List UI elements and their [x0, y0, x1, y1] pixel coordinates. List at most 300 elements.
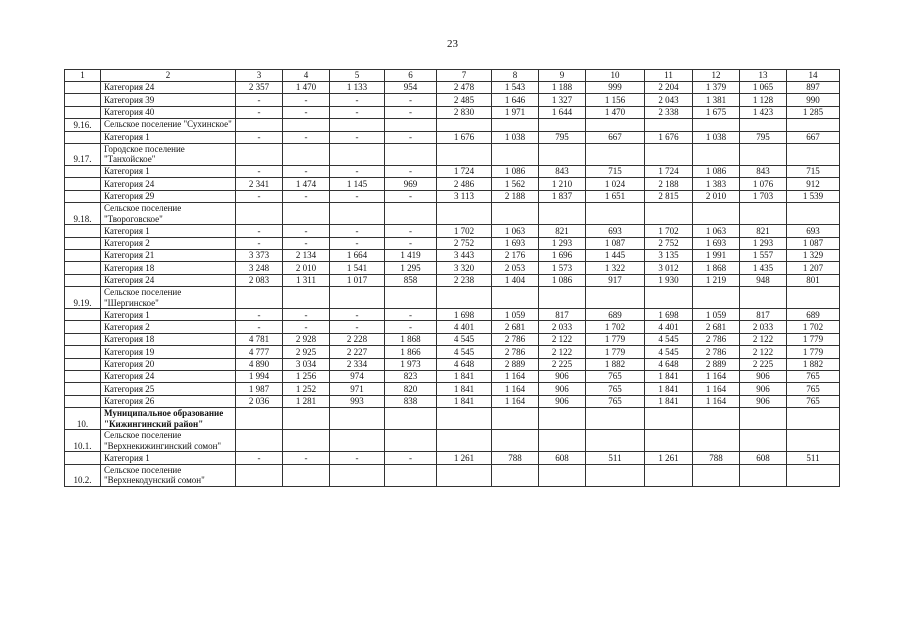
tariff-value-cell: 993	[330, 395, 385, 407]
section-row	[65, 287, 840, 309]
tariff-value-cell: 1 219	[693, 274, 740, 286]
tariff-value-cell	[283, 430, 330, 452]
tariff-value-cell	[693, 430, 740, 452]
tariff-value-cell: 4 648	[645, 358, 693, 370]
category-name-cell: Категория 24	[101, 82, 236, 94]
tariff-value-cell: -	[330, 225, 385, 237]
settlement-name-cell: Сельское поселение "Сухинское"	[101, 119, 236, 131]
tariff-value-cell	[539, 408, 586, 430]
tariff-value-cell: 1 086	[693, 165, 740, 177]
tariff-value-cell: 2 134	[283, 249, 330, 261]
category-name-cell: Категория 18	[101, 333, 236, 345]
tariff-value-cell: 817	[740, 309, 787, 321]
page-number: 23	[447, 38, 458, 50]
row-number-cell	[65, 237, 101, 249]
tariff-value-cell: 1 841	[437, 371, 492, 383]
tariff-value-cell: 2 357	[236, 82, 283, 94]
tariff-value-cell: 1 261	[645, 452, 693, 464]
tariff-value-cell: 1 128	[740, 94, 787, 106]
tariff-value-cell: 1 702	[586, 321, 645, 333]
tariff-value-cell: 1 038	[492, 131, 539, 143]
tariff-value-cell: -	[236, 321, 283, 333]
tariff-value-cell	[693, 287, 740, 309]
tariff-value-cell	[330, 464, 385, 486]
table-row	[65, 395, 840, 407]
column-number-cell: 5	[330, 70, 385, 82]
tariff-value-cell: 511	[787, 452, 840, 464]
tariff-value-cell	[586, 430, 645, 452]
tariff-value-cell: 1 419	[385, 249, 437, 261]
tariff-value-cell: 817	[539, 309, 586, 321]
tariff-value-cell: -	[385, 237, 437, 249]
tariff-value-cell	[586, 119, 645, 131]
tariff-value-cell: 906	[740, 395, 787, 407]
tariff-value-cell: 4 781	[236, 333, 283, 345]
tariff-value-cell: 2 681	[693, 321, 740, 333]
tariff-value-cell	[330, 143, 385, 165]
tariff-value-cell: 897	[787, 82, 840, 94]
tariff-value-cell: 1 164	[492, 383, 539, 395]
tariff-value-cell	[787, 287, 840, 309]
tariff-value-cell: 1 724	[645, 165, 693, 177]
tariff-value-cell: 1 644	[539, 106, 586, 118]
tariff-value-cell: 954	[385, 82, 437, 94]
tariff-value-cell: -	[283, 131, 330, 143]
tariff-value-cell: -	[283, 94, 330, 106]
tariff-value-cell	[787, 143, 840, 165]
tariff-value-cell: 1 164	[693, 395, 740, 407]
row-number-cell	[65, 395, 101, 407]
tariff-value-cell	[693, 408, 740, 430]
tariff-value-cell	[283, 203, 330, 225]
tariff-value-cell: 1 474	[283, 178, 330, 190]
tariff-value-cell: 2 083	[236, 274, 283, 286]
category-name-cell: Категория 24	[101, 178, 236, 190]
row-number-cell	[65, 321, 101, 333]
column-number-cell: 3	[236, 70, 283, 82]
tariff-value-cell	[693, 203, 740, 225]
tariff-value-cell: 2 830	[437, 106, 492, 118]
table-row	[65, 452, 840, 464]
tariff-value-cell: 3 373	[236, 249, 283, 261]
tariff-value-cell: 1 207	[787, 262, 840, 274]
column-number-cell: 8	[492, 70, 539, 82]
tariff-value-cell: 2 225	[740, 358, 787, 370]
tariff-value-cell: 1 164	[492, 371, 539, 383]
category-name-cell: Категория 18	[101, 262, 236, 274]
tariff-value-cell: 2 036	[236, 395, 283, 407]
tariff-value-cell	[539, 203, 586, 225]
tariff-value-cell: -	[236, 237, 283, 249]
tariff-value-cell: 2 889	[492, 358, 539, 370]
tariff-value-cell: -	[330, 309, 385, 321]
tariff-value-cell: 990	[787, 94, 840, 106]
tariff-value-cell: 1 435	[740, 262, 787, 274]
row-number-cell	[65, 346, 101, 358]
tariff-value-cell: 2 225	[539, 358, 586, 370]
tariff-value-cell	[236, 203, 283, 225]
category-name-cell: Категория 1	[101, 225, 236, 237]
tariff-value-cell: 1 293	[740, 237, 787, 249]
tariff-value-cell: 2 228	[330, 333, 385, 345]
tariff-value-cell: 1 882	[586, 358, 645, 370]
tariff-value-cell: 2 341	[236, 178, 283, 190]
tariff-value-cell: 715	[586, 165, 645, 177]
tariff-value-cell: 4 545	[437, 333, 492, 345]
category-name-cell: Категория 20	[101, 358, 236, 370]
tariff-value-cell: 2 478	[437, 82, 492, 94]
row-number-cell	[65, 452, 101, 464]
table-row	[65, 274, 840, 286]
table-row	[65, 165, 840, 177]
tariff-value-cell: 906	[740, 371, 787, 383]
tariff-value-cell: 838	[385, 395, 437, 407]
tariff-table	[64, 69, 840, 487]
tariff-value-cell: 4 648	[437, 358, 492, 370]
row-number-cell	[65, 82, 101, 94]
row-number-cell	[65, 274, 101, 286]
tariff-value-cell: 2 338	[645, 106, 693, 118]
tariff-value-cell: 917	[586, 274, 645, 286]
row-number-cell	[65, 333, 101, 345]
tariff-value-cell: 1 562	[492, 178, 539, 190]
category-name-cell: Категория 26	[101, 395, 236, 407]
tariff-value-cell: 1 539	[787, 190, 840, 202]
tariff-value-cell: 2 010	[693, 190, 740, 202]
table-row	[65, 178, 840, 190]
tariff-value-cell	[437, 408, 492, 430]
tariff-value-cell: 765	[787, 395, 840, 407]
tariff-value-cell: 1 664	[330, 249, 385, 261]
tariff-value-cell	[586, 203, 645, 225]
tariff-value-cell: 2 486	[437, 178, 492, 190]
column-number-cell: 9	[539, 70, 586, 82]
tariff-value-cell: 4 545	[645, 333, 693, 345]
column-number-cell: 13	[740, 70, 787, 82]
category-name-cell: Категория 2	[101, 321, 236, 333]
tariff-value-cell: 1 293	[539, 237, 586, 249]
tariff-value-cell: 1 702	[645, 225, 693, 237]
category-name-cell: Категория 2	[101, 237, 236, 249]
tariff-value-cell: 1 973	[385, 358, 437, 370]
tariff-value-cell: 1 702	[437, 225, 492, 237]
tariff-value-cell	[645, 430, 693, 452]
settlement-name-cell: Сельское поселение "Шергинское"	[101, 287, 236, 309]
tariff-value-cell: -	[283, 237, 330, 249]
tariff-value-cell: 1 470	[283, 82, 330, 94]
tariff-value-cell: 1 404	[492, 274, 539, 286]
tariff-value-cell: 2 485	[437, 94, 492, 106]
tariff-value-cell: 1 841	[437, 383, 492, 395]
category-name-cell: Категория 19	[101, 346, 236, 358]
tariff-value-cell: 1 164	[492, 395, 539, 407]
tariff-value-cell	[283, 464, 330, 486]
tariff-value-cell: 715	[787, 165, 840, 177]
table-row	[65, 82, 840, 94]
tariff-value-cell: 1 038	[693, 131, 740, 143]
tariff-value-cell: 2 010	[283, 262, 330, 274]
section-row	[65, 464, 840, 486]
tariff-value-cell: 689	[787, 309, 840, 321]
tariff-value-cell: 1 882	[787, 358, 840, 370]
tariff-value-cell: 971	[330, 383, 385, 395]
category-name-cell: Категория 1	[101, 165, 236, 177]
tariff-value-cell: 4 401	[645, 321, 693, 333]
table-row	[65, 371, 840, 383]
tariff-value-cell: 1 698	[437, 309, 492, 321]
tariff-value-cell: 1 024	[586, 178, 645, 190]
tariff-value-cell: -	[330, 452, 385, 464]
row-number-cell	[65, 190, 101, 202]
tariff-value-cell: -	[283, 452, 330, 464]
tariff-value-cell: 693	[787, 225, 840, 237]
category-name-cell: Категория 24	[101, 274, 236, 286]
tariff-value-cell: 1 261	[437, 452, 492, 464]
category-name-cell: Категория 1	[101, 309, 236, 321]
tariff-value-cell: 1 156	[586, 94, 645, 106]
tariff-value-cell: 1 381	[693, 94, 740, 106]
tariff-value-cell: -	[236, 452, 283, 464]
tariff-value-cell: -	[385, 309, 437, 321]
category-name-cell: Категория 40	[101, 106, 236, 118]
tariff-value-cell: 2 122	[740, 333, 787, 345]
tariff-value-cell: 788	[693, 452, 740, 464]
tariff-value-cell: -	[330, 165, 385, 177]
tariff-value-cell	[492, 119, 539, 131]
tariff-value-cell	[330, 408, 385, 430]
tariff-value-cell: 1 557	[740, 249, 787, 261]
tariff-value-cell: 906	[539, 371, 586, 383]
tariff-value-cell: 2 227	[330, 346, 385, 358]
tariff-value-cell	[236, 408, 283, 430]
tariff-value-cell: -	[385, 94, 437, 106]
tariff-value-cell	[740, 119, 787, 131]
tariff-value-cell: 511	[586, 452, 645, 464]
tariff-value-cell: 801	[787, 274, 840, 286]
tariff-value-cell: 823	[385, 371, 437, 383]
tariff-value-cell: -	[283, 165, 330, 177]
tariff-value-cell: -	[385, 321, 437, 333]
tariff-value-cell: 1 164	[693, 383, 740, 395]
tariff-value-cell: 1 991	[693, 249, 740, 261]
tariff-value-cell: 2 188	[645, 178, 693, 190]
row-number-cell	[65, 178, 101, 190]
table-row	[65, 262, 840, 274]
tariff-value-cell: 667	[586, 131, 645, 143]
tariff-value-cell: 4 401	[437, 321, 492, 333]
tariff-value-cell: 969	[385, 178, 437, 190]
row-number-cell	[65, 262, 101, 274]
category-name-cell: Категория 29	[101, 190, 236, 202]
tariff-value-cell: 2 204	[645, 82, 693, 94]
tariff-value-cell	[645, 408, 693, 430]
section-row	[65, 143, 840, 165]
tariff-value-cell	[492, 203, 539, 225]
tariff-value-cell	[236, 464, 283, 486]
tariff-value-cell: 1 676	[645, 131, 693, 143]
tariff-value-cell: 1 383	[693, 178, 740, 190]
tariff-value-cell: -	[330, 190, 385, 202]
tariff-value-cell	[283, 408, 330, 430]
tariff-value-cell: 1 841	[645, 383, 693, 395]
tariff-value-cell: -	[385, 452, 437, 464]
category-name-cell: Категория 1	[101, 452, 236, 464]
tariff-value-cell: 1 868	[385, 333, 437, 345]
tariff-value-cell	[539, 143, 586, 165]
tariff-value-cell: 1 188	[539, 82, 586, 94]
category-name-cell: Категория 39	[101, 94, 236, 106]
tariff-value-cell: 667	[787, 131, 840, 143]
tariff-value-cell: -	[330, 131, 385, 143]
tariff-value-cell	[787, 119, 840, 131]
tariff-value-cell: 821	[539, 225, 586, 237]
tariff-value-cell: 4 545	[437, 346, 492, 358]
tariff-value-cell	[787, 430, 840, 452]
tariff-value-cell: 2 033	[539, 321, 586, 333]
tariff-value-cell: 821	[740, 225, 787, 237]
tariff-value-cell: 1 281	[283, 395, 330, 407]
tariff-value-cell: 858	[385, 274, 437, 286]
tariff-value-cell: -	[236, 94, 283, 106]
tariff-value-cell	[740, 464, 787, 486]
tariff-value-cell: -	[283, 106, 330, 118]
row-number-cell: 9.19.	[65, 287, 101, 309]
table-row	[65, 309, 840, 321]
table-row	[65, 383, 840, 395]
tariff-value-cell: 906	[539, 383, 586, 395]
tariff-value-cell	[437, 143, 492, 165]
tariff-value-cell: 1 779	[787, 333, 840, 345]
tariff-value-cell: 1 210	[539, 178, 586, 190]
column-number-cell: 1	[65, 70, 101, 82]
tariff-value-cell	[492, 464, 539, 486]
table-row	[65, 94, 840, 106]
tariff-value-cell	[586, 408, 645, 430]
tariff-value-cell	[236, 430, 283, 452]
tariff-value-cell	[539, 119, 586, 131]
tariff-value-cell: 1 971	[492, 106, 539, 118]
column-number-row	[65, 70, 840, 82]
tariff-value-cell: 1 675	[693, 106, 740, 118]
tariff-value-cell: -	[236, 225, 283, 237]
column-number-cell: 10	[586, 70, 645, 82]
tariff-value-cell	[586, 143, 645, 165]
tariff-value-cell	[645, 119, 693, 131]
row-number-cell	[65, 131, 101, 143]
tariff-value-cell: 1 646	[492, 94, 539, 106]
tariff-value-cell: 1 779	[586, 346, 645, 358]
tariff-value-cell: 1 994	[236, 371, 283, 383]
tariff-value-cell	[437, 119, 492, 131]
column-number-cell: 7	[437, 70, 492, 82]
tariff-value-cell	[586, 464, 645, 486]
tariff-value-cell: 1 445	[586, 249, 645, 261]
tariff-value-cell	[437, 430, 492, 452]
tariff-value-cell: 1 676	[437, 131, 492, 143]
section-row	[65, 203, 840, 225]
column-number-cell: 6	[385, 70, 437, 82]
tariff-value-cell: 1 059	[492, 309, 539, 321]
tariff-value-cell	[236, 119, 283, 131]
row-number-cell: 9.17.	[65, 143, 101, 165]
tariff-value-cell: 1 698	[645, 309, 693, 321]
column-number-cell: 2	[101, 70, 236, 82]
tariff-value-cell: 2 122	[539, 333, 586, 345]
tariff-value-cell: -	[330, 321, 385, 333]
category-name-cell: Категория 1	[101, 131, 236, 143]
tariff-value-cell: 1 703	[740, 190, 787, 202]
tariff-value-cell: 1 841	[645, 371, 693, 383]
tariff-value-cell: 4 545	[645, 346, 693, 358]
row-number-cell: 10.1.	[65, 430, 101, 452]
row-number-cell: 9.16.	[65, 119, 101, 131]
tariff-value-cell: 1 133	[330, 82, 385, 94]
tariff-value-cell: 2 815	[645, 190, 693, 202]
table-row	[65, 333, 840, 345]
tariff-value-cell: 3 034	[283, 358, 330, 370]
tariff-value-cell: 1 017	[330, 274, 385, 286]
category-name-cell: Категория 21	[101, 249, 236, 261]
tariff-value-cell: 2 043	[645, 94, 693, 106]
tariff-value-cell	[385, 143, 437, 165]
tariff-value-cell: 1 087	[586, 237, 645, 249]
row-number-cell	[65, 309, 101, 321]
tariff-value-cell	[740, 430, 787, 452]
tariff-value-cell	[740, 143, 787, 165]
tariff-value-cell: 1 779	[586, 333, 645, 345]
tariff-value-cell	[330, 203, 385, 225]
column-number-cell: 11	[645, 70, 693, 82]
section-row	[65, 430, 840, 452]
tariff-value-cell	[645, 464, 693, 486]
tariff-value-cell: 1 702	[787, 321, 840, 333]
tariff-value-cell: -	[236, 190, 283, 202]
tariff-value-cell	[787, 408, 840, 430]
tariff-value-cell: 795	[539, 131, 586, 143]
tariff-value-cell: 1 256	[283, 371, 330, 383]
tariff-value-cell	[385, 119, 437, 131]
tariff-value-cell	[385, 408, 437, 430]
tariff-value-cell	[645, 287, 693, 309]
tariff-value-cell: 1 930	[645, 274, 693, 286]
tariff-value-cell: 2 053	[492, 262, 539, 274]
tariff-value-cell: 2 786	[693, 333, 740, 345]
section-row	[65, 119, 840, 131]
tariff-value-cell	[693, 143, 740, 165]
tariff-value-cell: 843	[740, 165, 787, 177]
tariff-value-cell: 1 059	[693, 309, 740, 321]
tariff-value-cell: 1 866	[385, 346, 437, 358]
tariff-value-cell: 1 063	[693, 225, 740, 237]
tariff-value-cell: 2 334	[330, 358, 385, 370]
tariff-value-cell: -	[283, 321, 330, 333]
tariff-value-cell: -	[236, 165, 283, 177]
tariff-value-cell: 1 423	[740, 106, 787, 118]
tariff-value-cell	[385, 464, 437, 486]
tariff-value-cell: 1 541	[330, 262, 385, 274]
tariff-value-cell: 1 086	[539, 274, 586, 286]
tariff-value-cell: 765	[586, 395, 645, 407]
tariff-value-cell: 1 693	[492, 237, 539, 249]
tariff-value-cell	[283, 287, 330, 309]
tariff-value-cell	[787, 203, 840, 225]
row-number-cell: 10.2.	[65, 464, 101, 486]
tariff-value-cell: 2 889	[693, 358, 740, 370]
tariff-value-cell: 2 786	[693, 346, 740, 358]
tariff-value-cell: 2 786	[492, 346, 539, 358]
table-row	[65, 131, 840, 143]
settlement-name-cell: Городское поселение "Танхойское"	[101, 143, 236, 165]
